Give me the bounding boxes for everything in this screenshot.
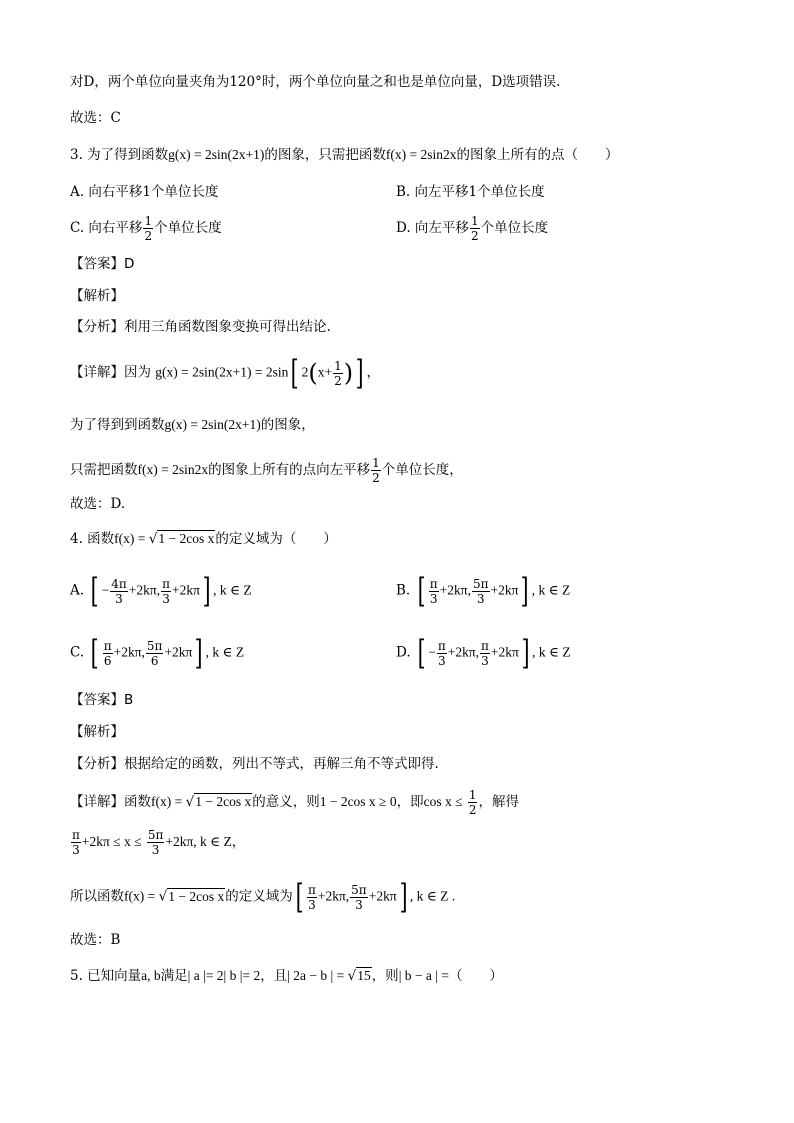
q3-fenxi: 【分析】利用三角函数图象变换可得出结论.	[70, 319, 331, 335]
q3-final: 故选：D.	[70, 496, 126, 512]
q4-final: 故选：B	[70, 932, 121, 948]
q4-detail-1: 【详解】函数f(x) = √1 − 2cos x的意义，则1 − 2cos x ≥ 0，即cos x ≤ $\frac{1}{2}$ ，解得	[70, 788, 519, 817]
q3-option-d[interactable]: D. 向左平移 $\frac{1}{2}$ 个单位长度	[396, 214, 549, 243]
q4-answer: 【答案】B	[70, 692, 134, 708]
question-4-stem: 4. 函数f(x) = √1 − 2cos x的定义域为（ ）	[70, 531, 337, 547]
previous-answer: 故选：C	[70, 110, 121, 126]
q4-detail-2: $\frac{\pi}{3}$ +2kπ ≤ x ≤ $\frac{5\pi}{3}$ +2kπ, k ∈ Z，	[72, 828, 246, 857]
q4-option-a[interactable]: A. [ − $\frac{4\pi}{3}$ +2kπ, $\frac{\pi}{3}$ +2kπ] , k ∈ Z	[70, 571, 252, 611]
previous-option-d-explanation: 对D，两个单位向量夹角为120°时，两个单位向量之和也是单位向量，D选项错误.	[70, 74, 561, 90]
q4-analysis-heading: 【解析】	[70, 724, 124, 740]
question-5-stem: 5. 已知向量a, b满足| a |= 2| b |= 2，且| 2a − b | = √15，则| b − a | =（ ）	[70, 968, 503, 984]
question-3-stem: 3. 为了得到函数g(x) = 2sin(2x+1)的图象，只需把函数f(x) = 2sin2x的图象上所有的点（ ）	[70, 147, 619, 163]
q4-fenxi: 【分析】根据给定的函数，列出不等式，再解三角不等式即得.	[70, 756, 439, 772]
q3-option-a[interactable]: A. 向右平移1个单位长度	[70, 184, 219, 200]
q4-option-b[interactable]: B. [ $\frac{\pi}{3}$ +2kπ, $\frac{5\pi}{3}$ +2kπ] , k ∈ Z	[396, 571, 571, 611]
q3-option-b[interactable]: B. 向左平移1个单位长度	[396, 184, 545, 200]
q3-detail-1: 【详解】因为 g(x) = 2sin(2x+1) = 2sin[ 2(x+ $\frac{1}{2}$ )] ，	[70, 353, 380, 393]
q3-detail-3: 只需把函数f(x) = 2sin2x的图象上所有的点向左平移 $\frac{1}{2}$ 个单位长度，	[70, 456, 463, 485]
q4-detail-3: 所以函数f(x) = √1 − 2cos x的定义域为[ $\frac{\pi}{3}$ +2kπ, $\frac{5\pi}{3}$ +2kπ] , k ∈ Z .	[70, 877, 456, 917]
q3-analysis-heading: 【解析】	[70, 288, 124, 304]
q3-option-c[interactable]: C. 向右平移 $\frac{1}{2}$ 个单位长度	[70, 214, 222, 243]
q3-answer: 【答案】D	[70, 256, 135, 272]
q4-option-d[interactable]: D. [ − $\frac{\pi}{3}$ +2kπ, $\frac{\pi}{3}$ +2kπ] , k ∈ Z	[396, 633, 571, 673]
q4-option-c[interactable]: C. [ $\frac{\pi}{6}$ +2kπ, $\frac{5\pi}{6}$ +2kπ] , k ∈ Z	[70, 633, 245, 673]
q3-detail-2: 为了得到到函数g(x) = 2sin(2x+1)的图象，	[70, 417, 315, 433]
